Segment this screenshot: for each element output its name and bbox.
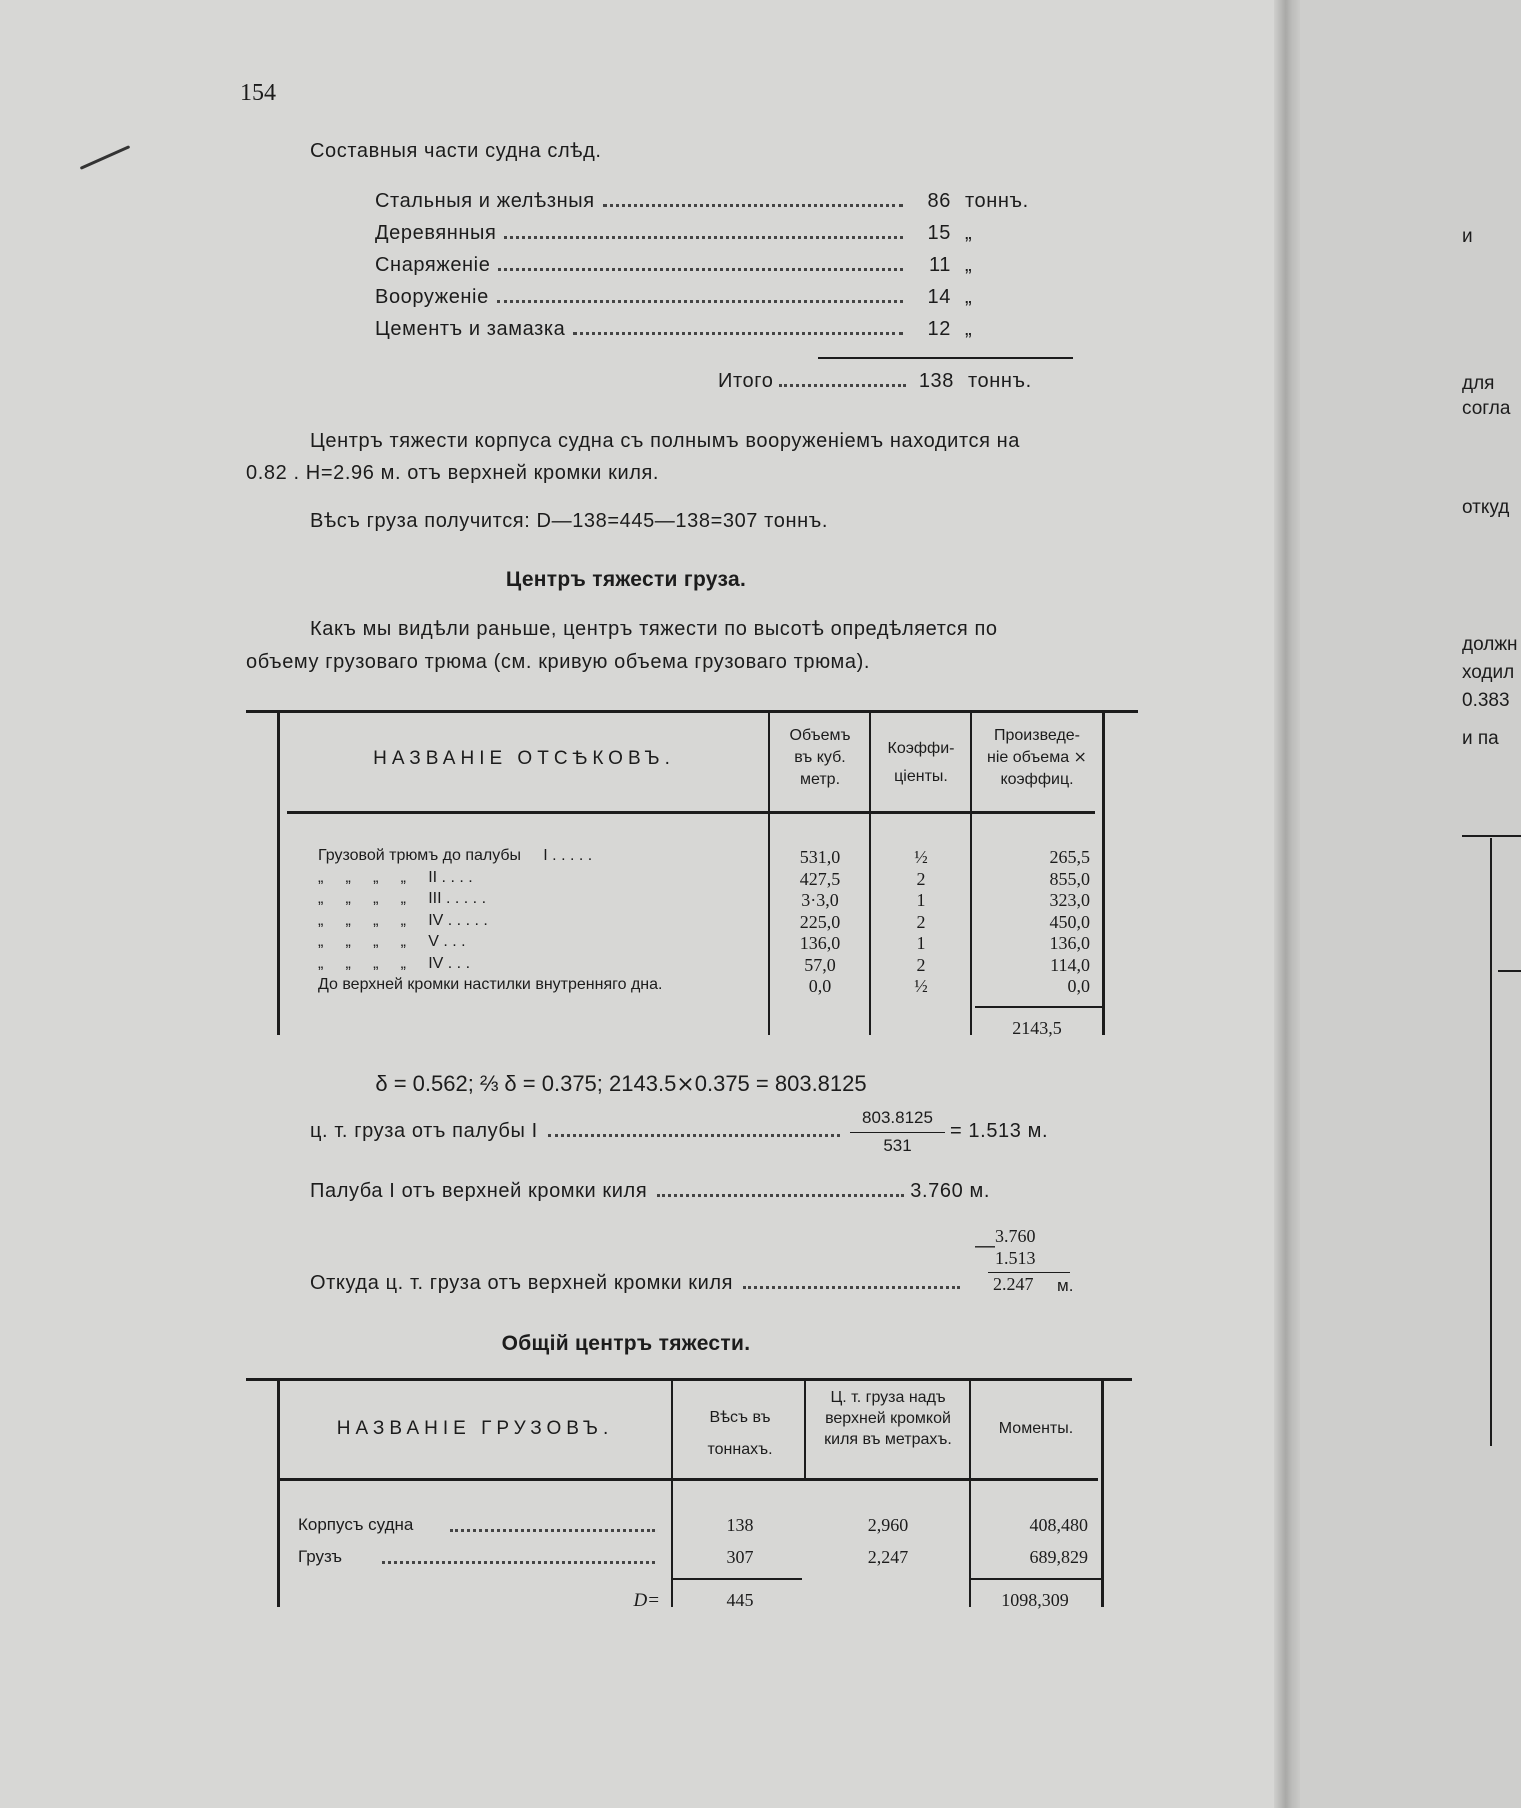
- table1-right-border: [1102, 713, 1105, 1035]
- table1-header-product: Произведе- ніе объема ⨯ коэффиц.: [987, 727, 1087, 788]
- table2-total-label: D=: [633, 1590, 660, 1611]
- table1-row-coef: ½: [914, 847, 928, 867]
- composition-label: Вооруженіе: [375, 286, 489, 308]
- right-page: [1300, 0, 1521, 1808]
- table2-row-cg: 2,247: [867, 1547, 909, 1567]
- table1-row-name: До верхней кромки настилки внутренняго дна.: [318, 976, 663, 993]
- composition-row: [375, 286, 1075, 312]
- table1-col-divider-1: [768, 713, 770, 1035]
- table1-row-volume: 225,0: [799, 911, 841, 932]
- table1-row-product: 265,5: [1049, 847, 1090, 867]
- composition-value: 15: [927, 222, 951, 244]
- calc3-dots: [743, 1286, 960, 1289]
- table1-row-coef: 1: [916, 890, 926, 910]
- right-page-fragment: согла: [1462, 398, 1511, 419]
- book-spine: [1274, 0, 1300, 1808]
- composition-value: 86: [927, 190, 951, 212]
- subtraction-bar: [988, 1272, 1070, 1273]
- subtraction-minus: —: [975, 1235, 995, 1257]
- composition-unit: „: [965, 254, 973, 276]
- table2-row-name: Грузъ: [298, 1547, 343, 1566]
- table2-row-moment: 689,829: [1029, 1547, 1088, 1567]
- table2-row-weight: 138: [726, 1515, 754, 1535]
- calc2: [310, 1180, 990, 1203]
- composition-label: Стальныя и желѣзныя: [375, 190, 595, 212]
- leader-dots: [573, 332, 903, 335]
- table2-total-moment: 1098,309: [1001, 1590, 1069, 1610]
- table1-row-volume: 0,0: [808, 976, 832, 996]
- composition-value: 11: [929, 254, 951, 276]
- table1-row-name: Грузовой трюмъ до палубы I . . . . .: [318, 847, 593, 864]
- right-page-fragment: для: [1462, 373, 1495, 394]
- table2-col-divider-1: [671, 1381, 673, 1607]
- right-page-fragment: должн: [1462, 634, 1518, 655]
- right-page-fragment: откуд: [1462, 497, 1510, 518]
- calc1: [310, 1120, 848, 1143]
- leader-dots: [504, 236, 903, 239]
- table1-row-product: 323,0: [1049, 890, 1090, 910]
- table2-row-cg: 2,960: [867, 1515, 909, 1535]
- table1-row-coef: 2: [916, 868, 926, 889]
- composition-row: [375, 254, 1075, 280]
- table1-row-coef: 1: [916, 933, 926, 953]
- composition-total-rule: [818, 357, 1073, 359]
- table1-row-product: 0,0: [1067, 976, 1090, 996]
- right-page-fragment: и: [1462, 226, 1473, 247]
- table2-right-border: [1101, 1381, 1104, 1607]
- table1-row-coef: 2: [916, 911, 926, 932]
- paragraph-1-line-2: 0.82 . H=2.96 м. отъ верхней кромки киля.: [246, 462, 660, 484]
- calc1-result: = 1.513 м.: [950, 1120, 1049, 1142]
- paragraph-3-line-2: объему грузоваго трюма (см. кривую объема грузоваго трюма).: [246, 651, 871, 673]
- calc1-label: ц. т. груза отъ палубы I: [310, 1120, 538, 1142]
- paragraph-3-line-1: Какъ мы видѣли раньше, центръ тяжести по высотѣ опредѣляется по: [310, 618, 998, 640]
- table1-sum-rule: [975, 1006, 1102, 1008]
- table2-total-weight: 445: [726, 1590, 754, 1610]
- table1-row-product: 114,0: [1050, 954, 1090, 975]
- table1-row-product: 855,0: [1049, 868, 1090, 889]
- table2-top-rule: [246, 1378, 1132, 1381]
- subtraction-unit: м.: [1057, 1276, 1074, 1295]
- formula-delta: δ = 0.562; ⅔ δ = 0.375; 2143.5⨯0.375 = 803.8125: [375, 1071, 867, 1096]
- table2-header-weight: Вѣсъ въ тоннахъ.: [707, 1409, 773, 1458]
- table2-left-border: [277, 1381, 280, 1607]
- table2-header-cg: Ц. т. груза надъ верхней кромкой киля въ метрахъ.: [824, 1389, 952, 1448]
- table1-row-coef: ½: [914, 976, 928, 996]
- table1-row-name: „ „ „ „ II . . . .: [318, 868, 473, 886]
- composition-unit: тоннъ.: [965, 190, 1029, 212]
- table2-leader-dots: [382, 1547, 655, 1564]
- right-page-fragment: 0.383: [1462, 690, 1510, 711]
- right-table-border: [1490, 838, 1492, 1446]
- table2-sum-rule-2: [970, 1578, 1101, 1580]
- table1-header-name: НАЗВАНІЕ ОТСѢКОВЪ.: [373, 748, 675, 769]
- subtraction-a: 3.760: [995, 1226, 1036, 1246]
- composition-row: [375, 190, 1075, 216]
- table2-row-moment: 408,480: [1029, 1515, 1088, 1535]
- calc1-fraction-bar: [850, 1132, 945, 1133]
- total-dots: [779, 384, 906, 387]
- table2-header-name: НАЗВАНІЕ ГРУЗОВЪ.: [336, 1418, 614, 1439]
- composition-title: Составныя части судна слѣд.: [310, 140, 602, 162]
- table2-row-name: Корпусъ судна: [298, 1515, 414, 1534]
- table2-col-divider-3: [969, 1381, 971, 1607]
- calc1-numerator: 803.8125: [862, 1108, 933, 1127]
- total-label: Итого: [718, 370, 774, 392]
- composition-row: [375, 318, 1075, 344]
- composition-value: 12: [927, 318, 951, 340]
- page-number: 154: [240, 80, 276, 106]
- table1-row-coef: 2: [916, 954, 926, 975]
- composition-unit: „: [965, 222, 973, 244]
- table1-header-rule: [287, 811, 1095, 814]
- table1-col-divider-2: [869, 713, 871, 1035]
- composition-label: Деревянныя: [375, 222, 497, 244]
- composition-label: Снаряженіе: [375, 254, 491, 276]
- subtraction-result: 2.247: [993, 1274, 1034, 1294]
- table1-row-name: „ „ „ „ V . . .: [318, 933, 466, 950]
- table1-row-volume: 531,0: [799, 847, 841, 867]
- leader-dots: [497, 300, 903, 303]
- paragraph-2: Вѣсъ груза получится: D—138=445—138=307 тоннъ.: [310, 510, 828, 532]
- paragraph-1-line-1: Центръ тяжести корпуса судна съ полнымъ вооруженіемъ находится на: [310, 430, 1021, 452]
- table1-row-name: „ „ „ „ IV . . . . .: [318, 911, 488, 929]
- composition-value: 14: [927, 286, 951, 308]
- table1-header-coef: Коэффи- ціенты.: [887, 740, 955, 785]
- table1-row-name: „ „ „ „ III . . . . .: [318, 890, 487, 907]
- table2-sum-rule: [672, 1578, 802, 1580]
- table1-top-rule: [246, 710, 1138, 713]
- composition-total: [718, 370, 1058, 393]
- total-unit: тоннъ.: [968, 370, 1032, 392]
- table2-row-weight: 307: [726, 1547, 754, 1567]
- table1-row-volume: 136,0: [799, 933, 841, 953]
- calc3-label: Откуда ц. т. груза отъ верхней кромки киля: [310, 1272, 734, 1294]
- table1-row-volume: 57,0: [804, 954, 836, 975]
- table1-row-product: 136,0: [1049, 933, 1090, 953]
- calc2-dots: [657, 1194, 904, 1197]
- leader-dots: [498, 268, 903, 271]
- subtraction-b: 1.513: [995, 1248, 1036, 1268]
- heading-cargo-center: Центръ тяжести груза.: [505, 568, 747, 591]
- calc1-denominator: 531: [883, 1136, 912, 1155]
- table1-col-divider-3: [970, 713, 972, 1035]
- table1-total: 2143,5: [1012, 1018, 1062, 1038]
- heading-general-center: Общій центръ тяжести.: [501, 1332, 751, 1355]
- right-table-header-rule: [1498, 970, 1521, 972]
- calc1-dots: [548, 1134, 840, 1137]
- right-page-fragment: и па: [1462, 728, 1499, 749]
- table2-header-moments: Моменты.: [998, 1420, 1074, 1437]
- composition-unit: „: [965, 286, 973, 308]
- right-table-top-rule: [1462, 835, 1521, 837]
- table2-leader-dots: [450, 1515, 655, 1532]
- table1-row-name: „ „ „ „ IV . . .: [318, 954, 471, 972]
- calc2-label: Палуба I отъ верхней кромки киля: [310, 1180, 648, 1202]
- total-value: 138: [918, 370, 954, 392]
- table2-header-rule: [280, 1478, 1098, 1481]
- table1-row-product: 450,0: [1049, 911, 1090, 932]
- table1-row-volume: 427,5: [799, 868, 841, 889]
- calc3: [310, 1272, 970, 1295]
- table1-row-volume: 3·3,0: [801, 890, 839, 910]
- composition-label: Цементъ и замазка: [375, 318, 566, 340]
- leader-dots: [603, 204, 903, 207]
- calc2-value: 3.760 м.: [910, 1180, 990, 1202]
- composition-row: [375, 222, 1075, 248]
- composition-unit: „: [965, 318, 973, 340]
- table1-header-volume: Объемъ въ куб. метр.: [789, 727, 851, 788]
- right-page-fragment: ходил: [1462, 662, 1515, 683]
